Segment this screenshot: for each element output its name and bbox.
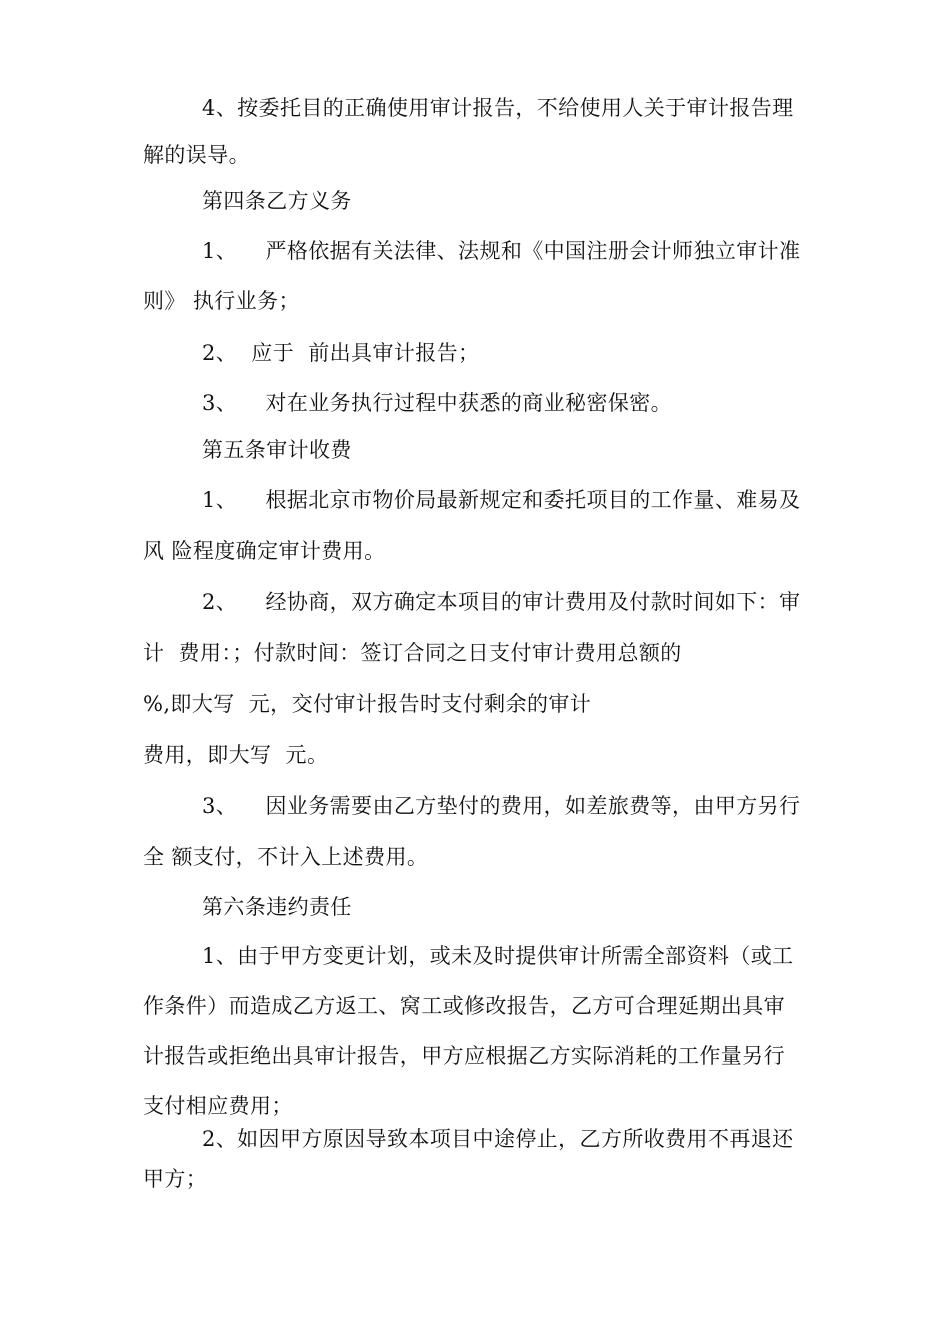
paragraph-line: 2、 经协商，双方确定本项目的审计费用及付款时间如下：审	[202, 590, 801, 614]
paragraph-line: 费用，即大写 元。	[143, 743, 329, 767]
paragraph-line: 计报告或拒绝出具审计报告，甲方应根据乙方实际消耗的工作量另行	[143, 1044, 785, 1068]
paragraph-line: 计 费用：；付款时间：签订合同之日支付审计费用总额的	[143, 641, 682, 665]
section-heading: 第四条乙方义务	[202, 189, 352, 213]
paragraph-line: 3、 因业务需要由乙方垫付的费用，如差旅费等，由甲方另行	[202, 794, 801, 818]
section-heading: 第五条审计收费	[202, 438, 352, 462]
paragraph-line: 解的误导。	[143, 143, 250, 167]
paragraph-line: 2、如因甲方原因导致本项目中途停止，乙方所收费用不再退还	[202, 1127, 794, 1151]
paragraph-line: 则》 执行业务；	[143, 289, 300, 313]
paragraph-line: 1、由于甲方变更计划，或未及时提供审计所需全部资料（或工	[202, 944, 794, 968]
paragraph-line: 风 险程度确定审计费用。	[143, 539, 386, 563]
paragraph-line: 全 额支付，不计入上述费用。	[143, 845, 429, 869]
paragraph-line: 3、 对在业务执行过程中获悉的商业秘密保密。	[202, 391, 673, 415]
paragraph-line: 甲方；	[143, 1167, 208, 1191]
paragraph-line: 支付相应费用；	[143, 1094, 293, 1118]
paragraph-line: 2、 应于 前出具审计报告；	[202, 341, 480, 365]
paragraph-line: 1、 根据北京市物价局最新规定和委托项目的工作量、难易及	[202, 488, 801, 512]
paragraph-line: 作条件）而造成乙方返工、窝工或修改报告，乙方可合理延期出具审	[143, 994, 785, 1018]
section-heading: 第六条违约责任	[202, 895, 352, 919]
paragraph-line: 4、按委托目的正确使用审计报告，不给使用人关于审计报告理	[202, 96, 794, 120]
paragraph-line: 1、 严格依据有关法律、法规和《中国注册会计师独立审计准	[202, 239, 801, 263]
paragraph-line: %,即大写 元，交付审计报告时支付剩余的审计	[143, 692, 592, 716]
